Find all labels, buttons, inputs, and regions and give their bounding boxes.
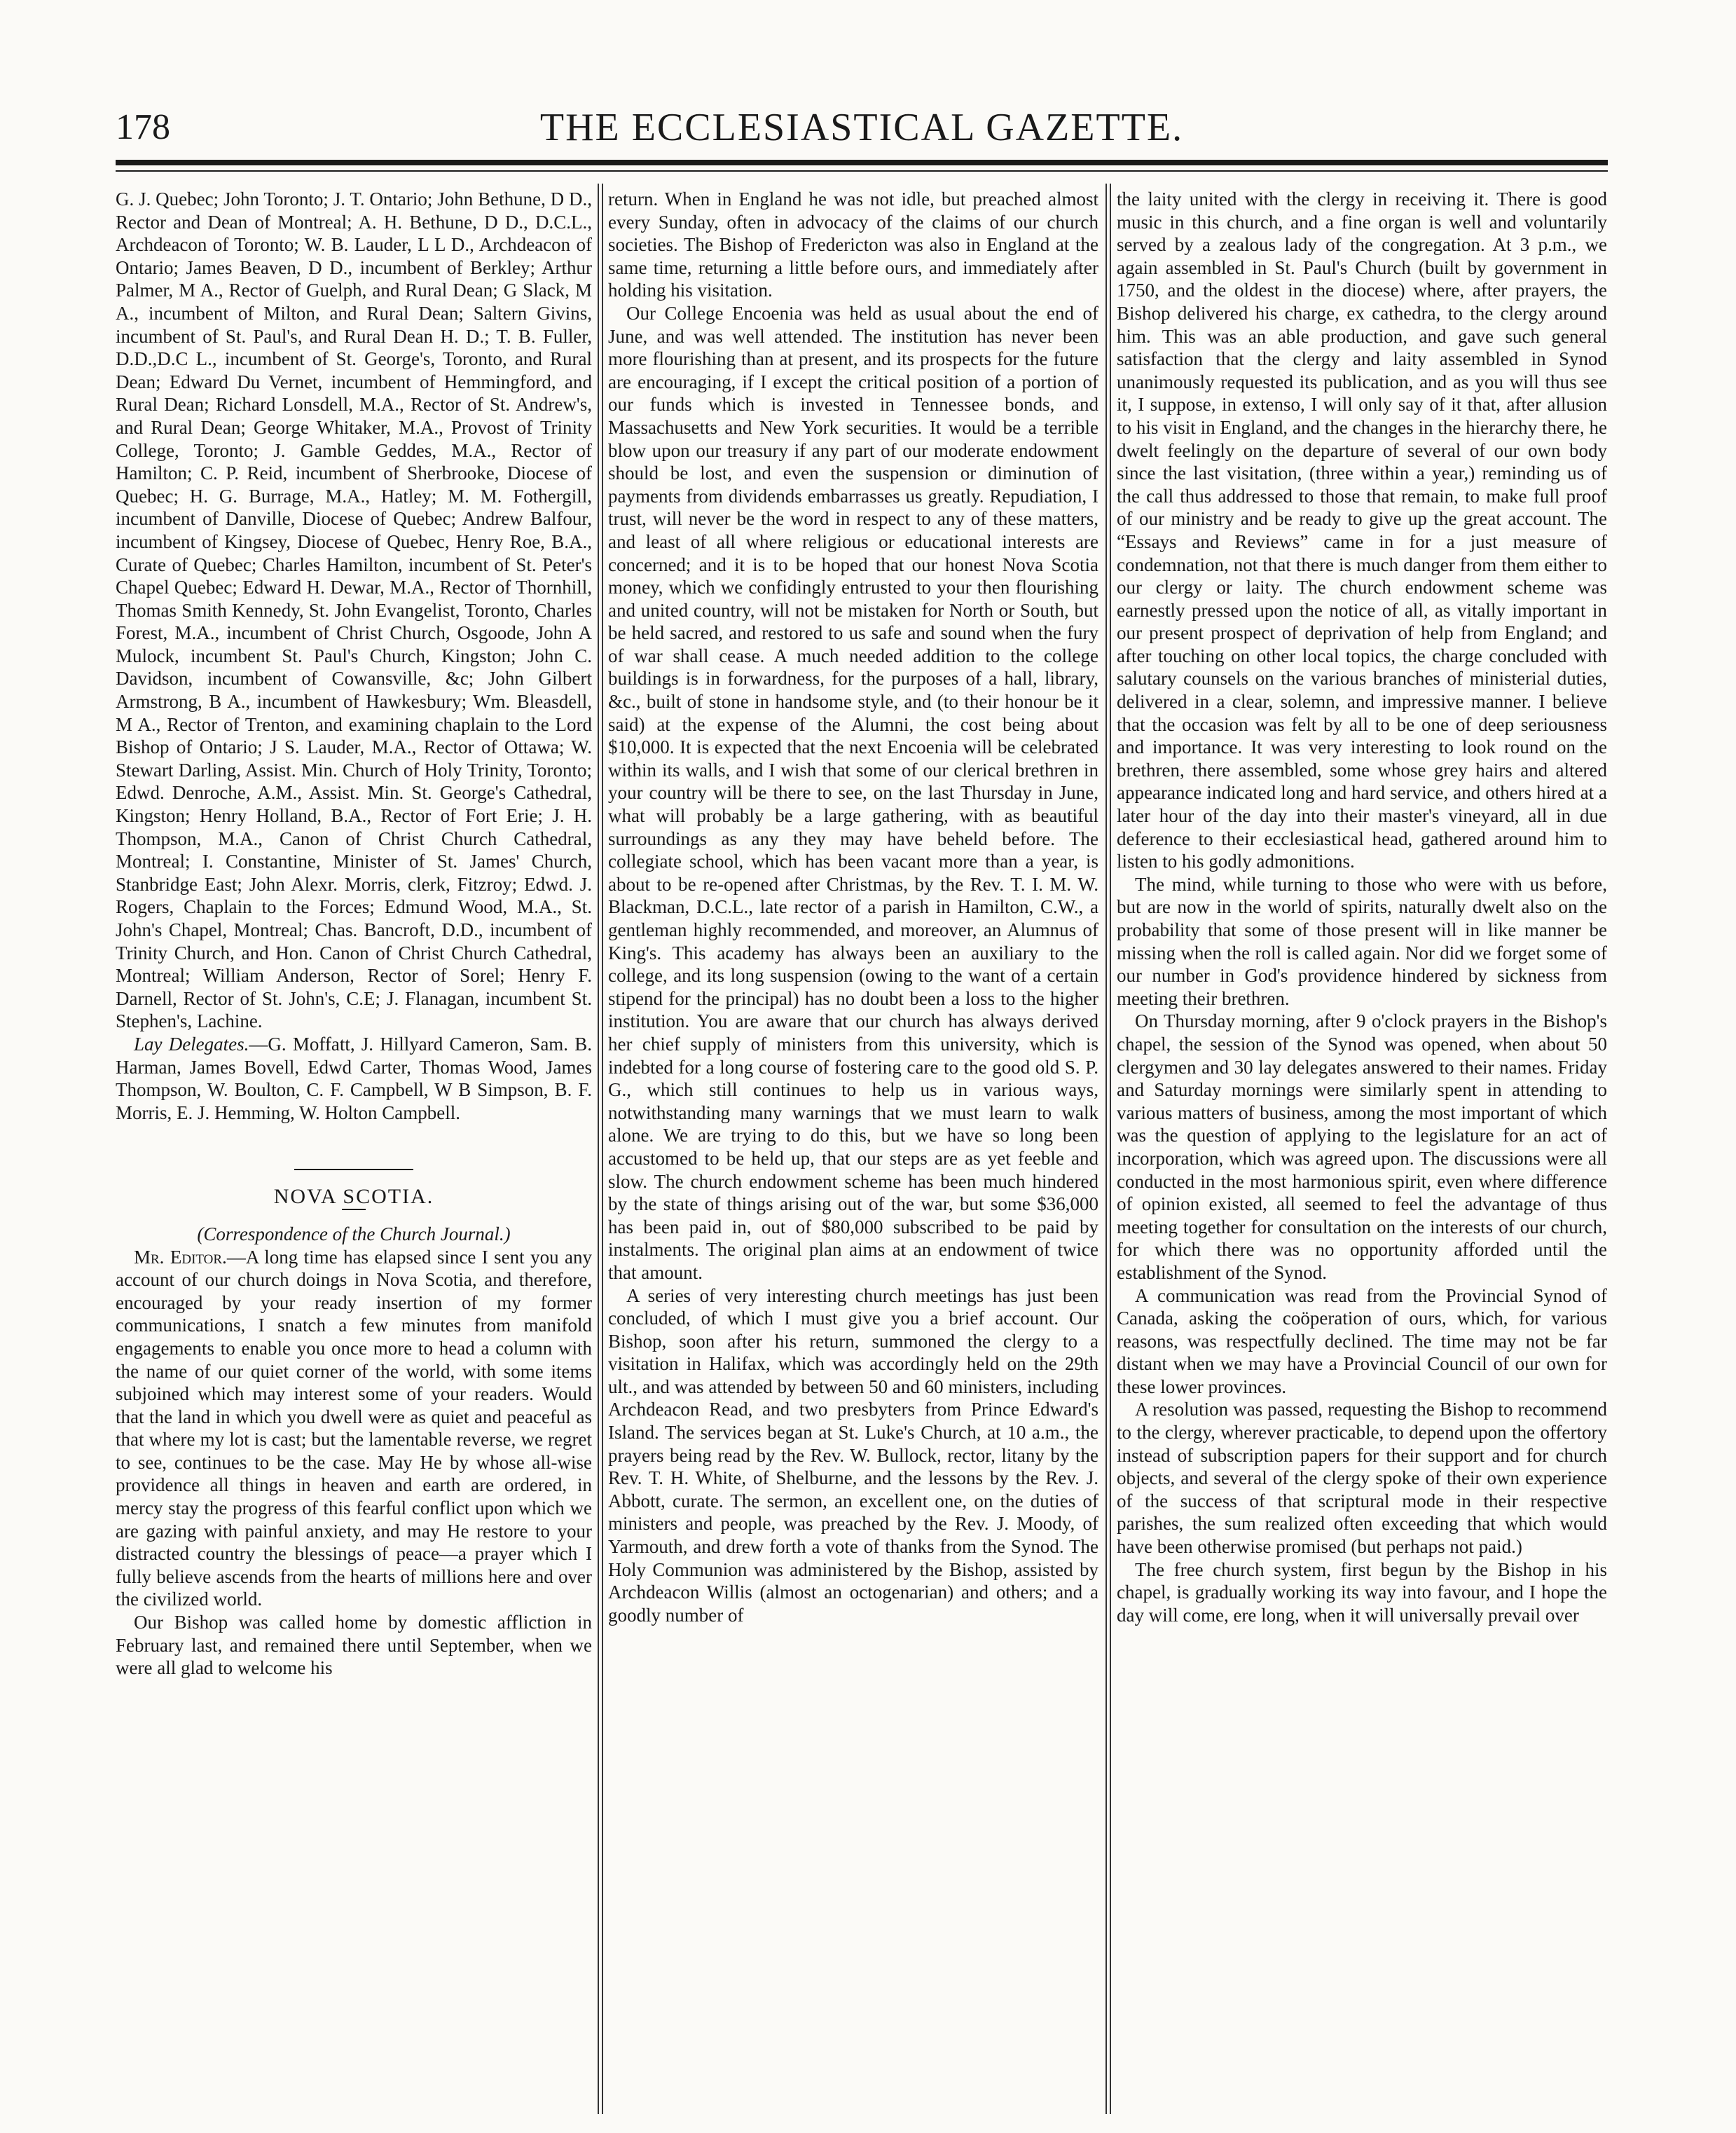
body-paragraph: A series of very interesting church meetings has just been concluded, of which I must give you a brief account. Our Bishop, soon after his return, summoned the clergy to a visitation in Halifax, which was accordingly held on the 29th ult., and was attended by between 50 and 60 ministers, including Archdeacon Read, and two presbyters from Prince Edward's Island. The services began at St. Luke's Church, at 10 a.m., the prayers being read by the Rev. W. Bullock, rector, litany by the Rev. T. H. White, of Shelburne, and the lessons by the Rev. J. Abbott, curate. The sermon, an excellent one, on the duties of ministers and people, was preached by the Rev. J. Moody, of Yarmouth, and drew forth a vote of thanks from the Synod. The Holy Communion was administered by the Bishop, assisted by Archdeacon Willis (almost an octogenarian) and others; and a goodly number of [608,1284,1098,1626]
body-paragraph: Our College Encoenia was held as usual about the end of June, and was well attended. The institution has never been more flourishing than at present, and its prospects for the future are encouraging, if I except the critical position of a portion of our funds which is invested in Tennessee bonds, and Massachusetts and New York securities. It would be a terrible blow upon our treasury if any part of our moderate endowment should be lost, and even the suspension or diminution of payments from dividends embarrasses us greatly. Repudiation, I trust, will never be the word in respect to any of these matters, and least of all where religious or educational interests are concerned; and it is to be hoped that our honest Nova Scotia money, which we confidingly entrusted to your then flourishing and united country, will not be mistaken for North or South, but be held sacred, and restored to us safe and sound when the fury of war shall cease. A much needed addition to the college buildings is in forwardness, for the purposes of a hall, library, &c., built of stone in handsome style, and (to their honour be it said) at the expense of the Alumni, the cost being about $10,000. It is expected that the next Encoenia will be celebrated within its walls, and I wish that some of our clerical brethren in your country will be there to see, on the last Thursday in June, what will probably be a large gathering, with as beautiful surroundings as any they may have beheld before. The collegiate school, which has been vacant more than a year, is about to be re-opened after Christmas, by the Rev. T. I. M. W. Blackman, D.C.L., late rector of a parish in Hamilton, C.W., a gentleman highly recommended, and moreover, an Alumnus of King's. This academy has always been an auxiliary to the college, and its long suspension (owing to the want of a certain stipend for the principal) has no doubt been a loss to the higher institution. You are aware that our church has always derived her chief supply of ministers from this university, which is indebted for a long course of fostering care to the good old S. P. G., which still continues to help us in various ways, notwithstanding many warnings that we must learn to walk alone. We are trying to do this, but we have so long been accustomed to be held up, that our steps are as yet feeble and slow. The church endowment scheme has been much hindered by the state of things arising out of the war, but some $36,000 has been paid in, out of $80,000 subscribed to be paid by instalments. The original plan aims at an endowment of twice that amount. [608,302,1098,1283]
header-rule-thin [116,170,1608,172]
page-header [116,107,1608,156]
page-number: 178 [116,107,170,147]
body-paragraph: The free church system, first begun by the Bishop in his chapel, is gradually working its way into favour, and I hope the day will come, ere long, when it will universally prevail over [1117,1558,1607,1626]
body-paragraph: the laity united with the clergy in receiving it. There is good music in this church, and a fine organ is well and voluntarily served by a zealous lady of the congregation. At 3 p.m., we again assembled in St. Paul's Church (built by government in 1750, and the oldest in the diocese) where, after prayers, the Bishop delivered his charge, ex cathedra, to the clergy around him. This was an able production, and gave such general satisfaction that the clergy and laity assembled in Synod unanimously requested its publication, and as you will thus see it, I suppose, in extenso, I will only say of it that, after allusion to his visit in England, and the changes in the hierarchy there, he dwelt feelingly on the departure of several of our own body since the last visitation, (three within a year,) reminding us of the call thus addressed to those that remain, to make full proof of our ministry and be ready to give up the great account. The “Essays and Reviews” came in for a just measure of condemnation, not that there is much danger from them either to our clergy or laity. The church endowment scheme was earnestly pressed upon the notice of all, as vitally important in our present prospect of deprivation of help from England; and after touching on other local topics, the charge concluded with salutary counsels on the various branches of ministerial duties, delivered in a clear, solemn, and impressive manner. I believe that the occasion was felt by all to be one of deep seriousness and importance. It was very interesting to look round on the brethren, there assembled, some whose grey hairs and altered appearance indicated long and hard service, and others hired at a later hour of the day into their master's vineyard, all in due deference to their ecclesiastical head, gathered around him to listen to his godly admonitions. [1117,188,1607,872]
column-2 [608,188,1098,2115]
section-short-rule [342,1209,366,1210]
section-title: NOVA SCOTIA. [273,1185,434,1209]
lay-delegates-paragraph [116,1033,592,1124]
body-paragraph: On Thursday morning, after 9 o'clock prayers in the Bishop's chapel, the session of the Synod was opened, when about 50 clergymen and 30 lay delegates answered to their names. Friday and Saturday mornings were similarly spent in attending to various matters of business, among the most important of which was the question of applying to the legislature for an act of incorporation, which was agreed upon. The discussions were all conducted in the most harmonious spirit, even where difference of opinion existed, all seemed to feel the advantage of thus meeting together for consultation on the interests of our church, for which there was no opportunity afforded until the establishment of the Synod. [1117,1010,1607,1283]
column-divider [598,184,599,2114]
header-rule-thick [116,160,1608,165]
body-paragraph: A communication was read from the Provincial Synod of Canada, asking the coöperation of ours, which, for various reasons, was respectfully declined. The time may not be far distant when we may have a Provincial Council of our own for these lower provinces. [1117,1284,1607,1397]
column-divider [1105,184,1107,2114]
column-3 [1117,188,1607,2115]
column-1 [116,188,592,2115]
lay-delegates-text: —G. Moffatt, J. Hillyard Cameron, Sam. B. Harman, James Bovell, Edwd Carter, Thomas Wood, James Thompson, W. Boulton, C. F. Campbell, W B Simpson, B. F. Morris, E. J. Hemming, W. Holton Campbell. [116,1033,592,1123]
body-paragraph: A resolution was passed, requesting the Bishop to recommend to the clergy, wherever practicable, to depend upon the offertory instead of subscription papers for their support and for church objects, and several of the clergy spoke of their own experience of the success of that scriptural mode in their respective parishes, the sum realized often exceeding that which would have been otherwise promised (but perhaps not paid.) [1117,1399,1607,1558]
body-paragraph: return. When in England he was not idle, but preached almost every Sunday, often in advocacy of the claims of our church societies. The Bishop of Fredericton was also in England at the same time, returning a little before ours, and immediately after holding his visitation. [608,188,1098,301]
letter-opening-text: —A long time has elapsed since I sent you any account of our church doings in Nova Scotia, and therefore, encouraged by your ready insertion of my former communications, I snatch a few minutes from manifold engagements to enable you once more to head a column with the name of our quiet corner of the world, with some items subjoined which may interest some of your readers. Would that the land in which you dwell were as quiet and peaceful as that where my lot is cast; but the lamentable reverse, we regret to see, continues to be the case. May He by whose all-wise providence all things in heaven and earth are ordered, in mercy stay the progress of this fearful conflict upon which we are gazing with painful anxiety, and may He restore to your distracted country the blessings of peace—a prayer which I fully believe ascends from the hearts of millions here and over the civilized world. [116,1246,592,1610]
masthead-title: THE ECCLESIASTICAL GAZETTE. [539,106,1184,149]
column-divider [602,184,603,2114]
section-rule [294,1169,413,1170]
body-paragraph: Our Bishop was called home by domestic affliction in February last, and remained there until September, when we were all glad to welcome his [116,1612,592,1679]
body-paragraph: The mind, while turning to those who were with us before, but are now in the world of spirits, naturally dwelt also on the probability that some of those present will in like manner be missing when the roll is called again. Nor did we forget some of our number in God's providence hindered by sickness from meeting their brethren. [1117,873,1607,1009]
salutation: Mr. Editor. [134,1246,227,1268]
column-divider [1110,184,1111,2114]
section-subtitle: (Correspondence of the Church Journal.) [197,1223,511,1244]
letter-opening-paragraph [116,1246,592,1612]
lay-delegates-label: Lay Delegates. [134,1033,249,1055]
delegate-list: G. J. Quebec; John Toronto; J. T. Ontario; John Bethune, D D., Rector and Dean of Montreal; A. H. Bethune, D D., D.C.L., Archdeacon of Toronto; W. B. Lauder, L L D., Archdeacon of Ontario; James Beaven, D D., incumbent of Berkley; Arthur Palmer, M A., Rector of Guelph, and Rural Dean; G Slack, M A., incumbent of Milton, and Rural Dean; Saltern Givins, incumbent of St. Paul's, and Rural Dean H. D.; T. B. Fuller, D.D.,D.C L., incumbent of St. George's, Toronto, and Rural Dean; Edward Du Vernet, incumbent of Hemmingford, and Rural Dean; Richard Lonsdell, M.A., Rector of St. Andrew's, and Rural Dean; George Whitaker, M.A., Provost of Trinity College, Toronto; J. Gamble Geddes, M.A., Rector of Hamilton; C. P. Reid, incumbent of Sherbrooke, Diocese of Quebec; H. G. Burrage, M.A., Hatley; M. M. Fothergill, incumbent of Danville, Diocese of Quebec; Andrew Balfour, incumbent of Kingsey, Diocese of Quebec, Henry Roe, B.A., Curate of Quebec; Charles Hamilton, incumbent of St. Peter's Chapel Quebec; Edward H. Dewar, M.A., Rector of Thornhill, Thomas Smith Kennedy, St. John Evangelist, Toronto, Charles Forest, M.A., incumbent of Christ Church, Osgoode, John A Mulock, incumbent St. Paul's Church, Kingston; John C. Davidson, incumbent of Cowansville, &c; John Gilbert Armstrong, B A., incumbent of Hawkesbury; Wm. Bleasdell, M A., Rector of Trenton, and examining chaplain to the Lord Bishop of Ontario; J S. Lauder, M.A., Rector of Ottawa; W. Stewart Darling, Assist. Min. Church of Holy Trinity, Toronto; Edwd. Denroche, A.M., Assist. Min. St. George's Cathedral, Kingston; Henry Holland, B.A., Rector of Fort Erie; J. H. Thompson, M.A., Canon of Christ Church Cathedral, Montreal; I. Constantine, Minister of St. James' Church, Stanbridge East; John Alexr. Morris, clerk, Fitzroy; Edwd. J. Rogers, Chaplain to the Forces; Edmund Wood, M.A., St. John's Chapel, Montreal; Chas. Bancroft, D.D., incumbent of Trinity Church, and Hon. Canon of Christ Church Cathedral, Montreal; William Anderson, Rector of Sorel; Henry F. Darnell, Rector of St. John's, C.E; J. Flanagan, incumbent St. Stephen's, Lachine. [116,188,592,1032]
